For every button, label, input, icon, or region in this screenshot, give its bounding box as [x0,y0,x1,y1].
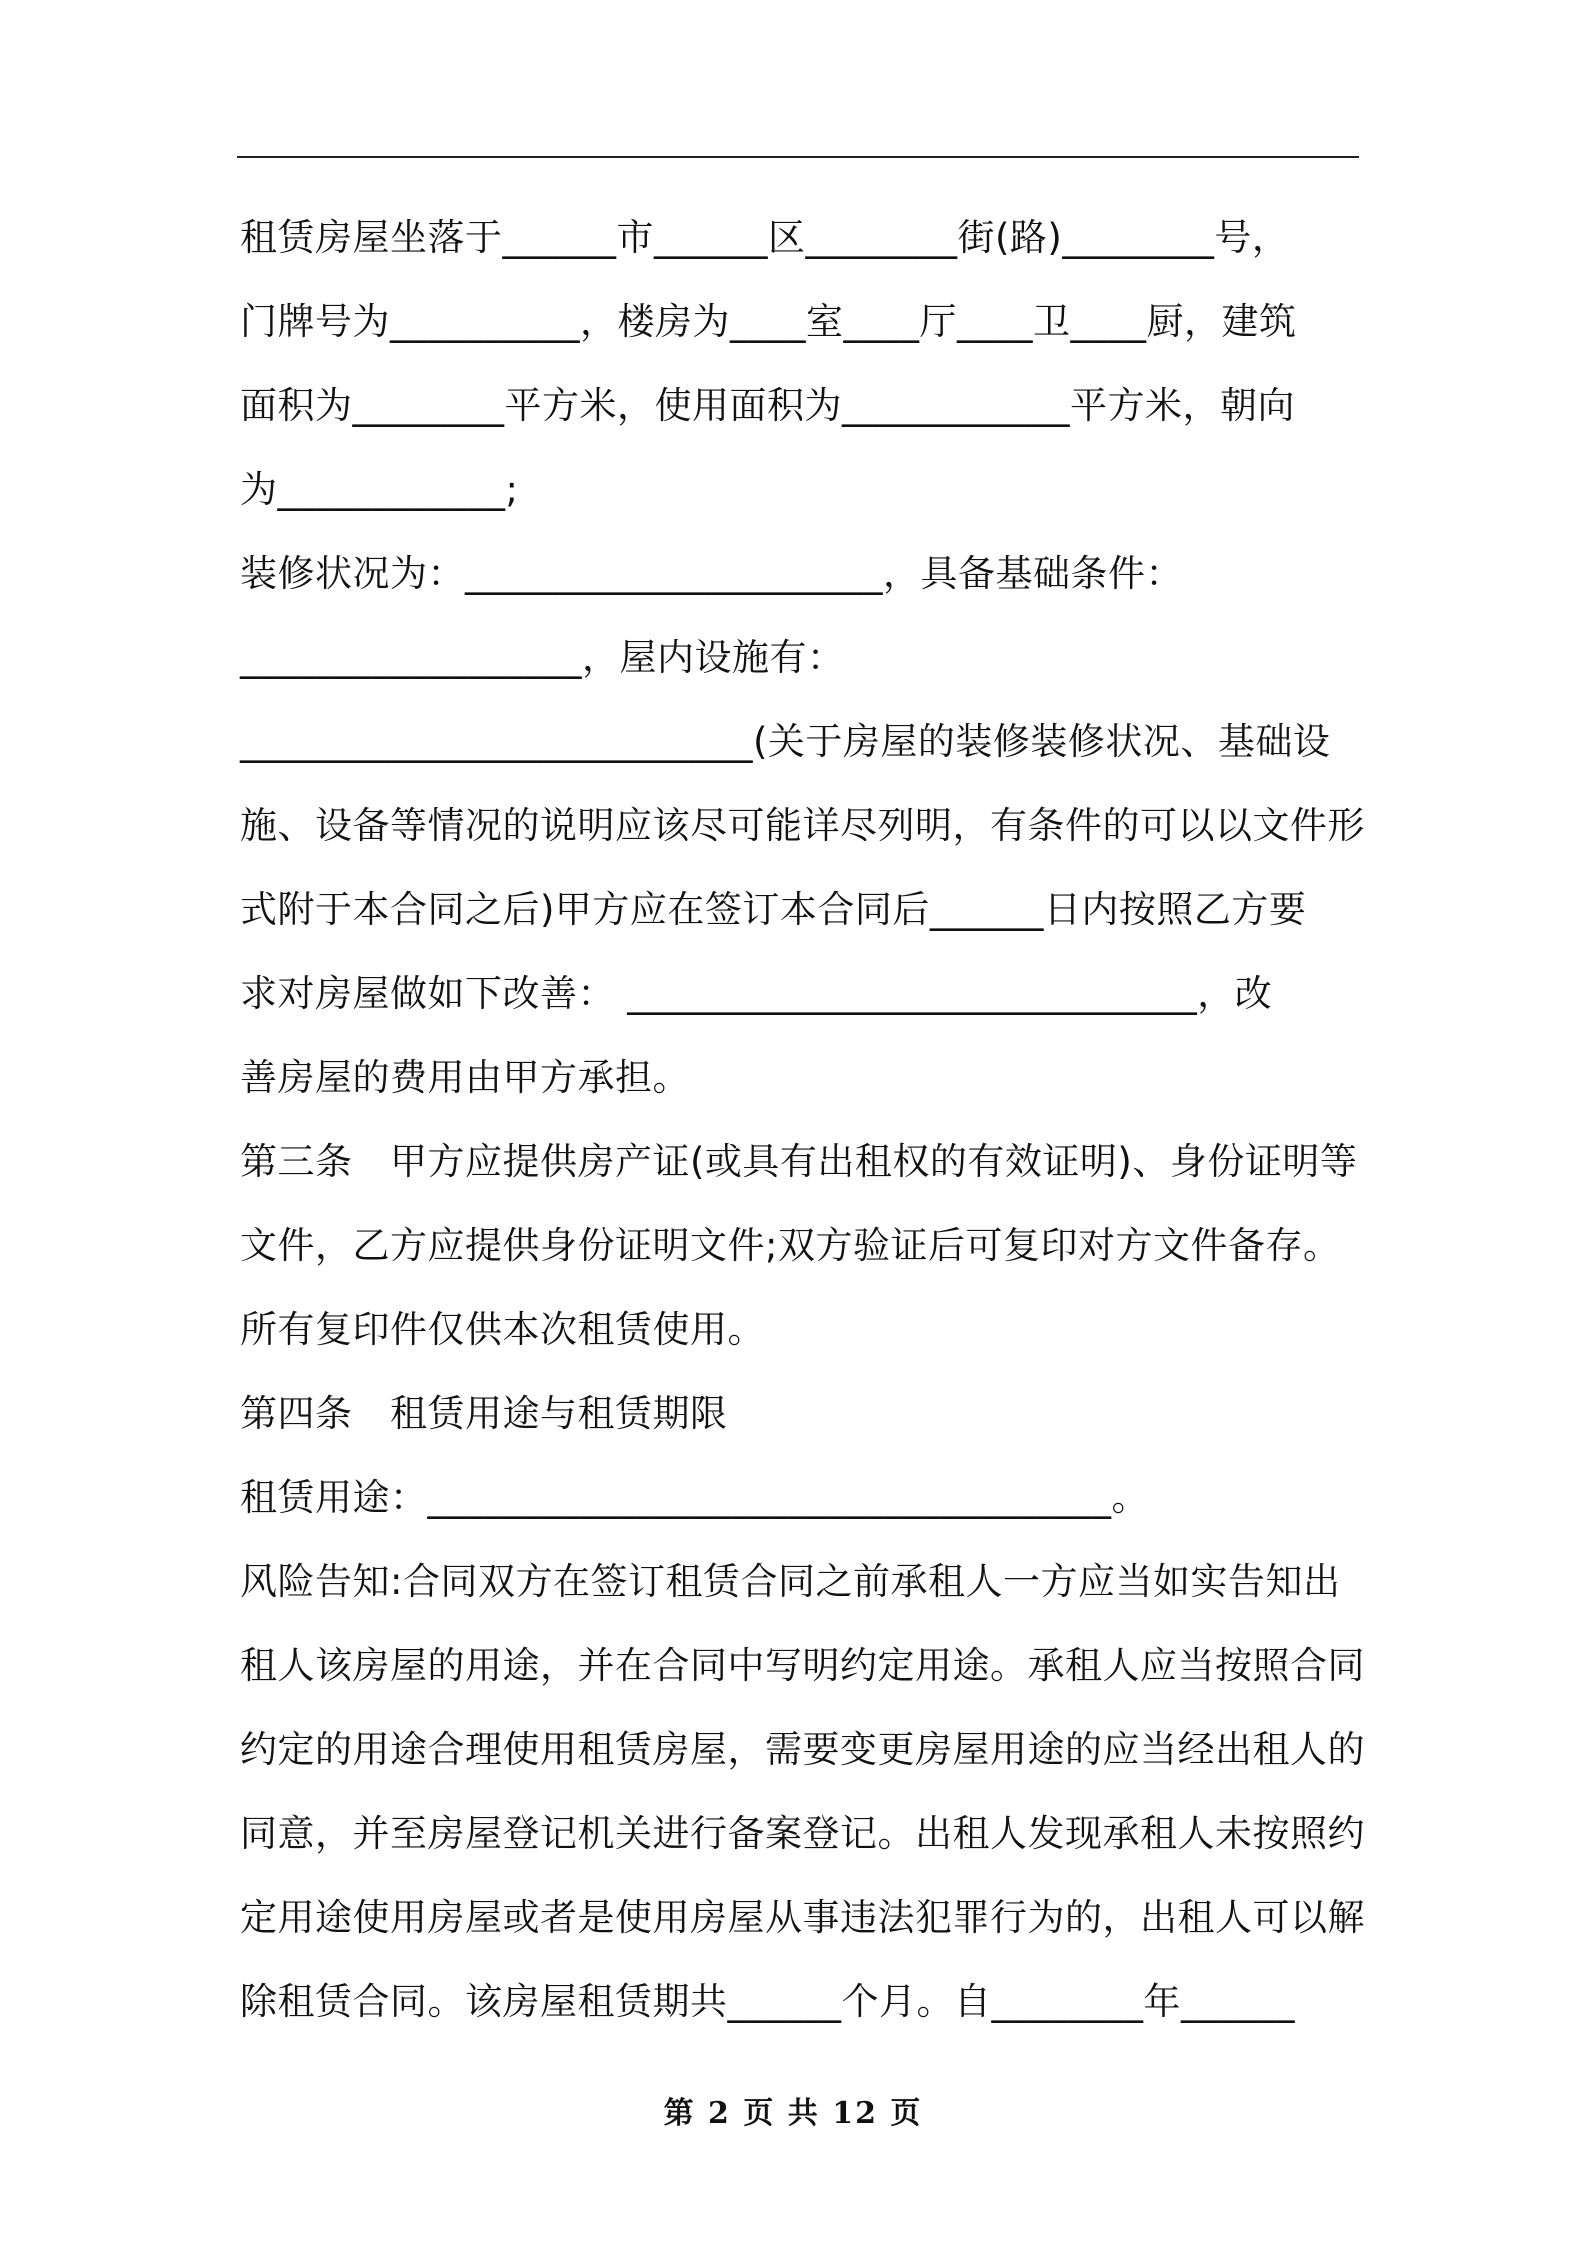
page-number: 第 2 页 共 12 页 [663,2096,923,2131]
text-line: 为____________; [240,468,519,511]
text-line: 定用途使用房屋或者是使用房屋从事违法犯罪行为的，出租人可以解 [240,1896,1365,1939]
text-line: ___________________________(关于房屋的装修装修状况、基础设 [240,720,1331,763]
text-line: 租人该房屋的用途，并在合同中写明约定用途。承租人应当按照合同 [240,1644,1365,1687]
text-line: 面积为________平方米，使用面积为____________平方米，朝向 [240,384,1295,427]
text-line: 门牌号为__________，楼房为____室____厅____卫____厨，建筑 [240,300,1297,343]
text-line: 所有复印件仅供本次租赁使用。 [240,1308,765,1351]
text-line: 租赁房屋坐落于______市______区________街(路)________号， [240,216,1290,259]
text-line: 除租赁合同。该房屋租赁期共______个月。自________年______ [240,1980,1295,2023]
risk-notice-line: 风险告知:合同双方在签订租赁合同之前承租人一方应当如实告知出 [240,1560,1341,1603]
text-line: 善房屋的费用由甲方承担。 [240,1056,690,1099]
contract-body [240,196,1365,2044]
article-4-heading: 第四条 租赁用途与租赁期限 [240,1392,728,1435]
text-line: 求对房屋做如下改善： ______________________________，改 [240,972,1273,1015]
text-line: 施、设备等情况的说明应该尽可能详尽列明，有条件的可以以文件形 [240,804,1365,847]
text-line: 约定的用途合理使用租赁房屋，需要变更房屋用途的应当经出租人的 [240,1728,1365,1771]
text-line: 文件，乙方应提供身份证明文件;双方验证后可复印对方文件备存。 [240,1224,1341,1267]
text-line: 式附于本合同之后)甲方应在签订本合同后______日内按照乙方要 [240,888,1307,931]
article-3-heading-line: 第三条 甲方应提供房产证(或具有出租权的有效证明)、身份证明等 [240,1140,1358,1183]
text-line: 同意，并至房屋登记机关进行备案登记。出租人发现承租人未按照约 [240,1812,1365,1855]
text-line: 租赁用途：____________________________________。 [240,1476,1149,1519]
text-line: __________________，屋内设施有： [240,636,845,679]
header-rule [237,156,1359,158]
text-line: 装修状况为：______________________，具备基础条件： [240,552,1183,595]
